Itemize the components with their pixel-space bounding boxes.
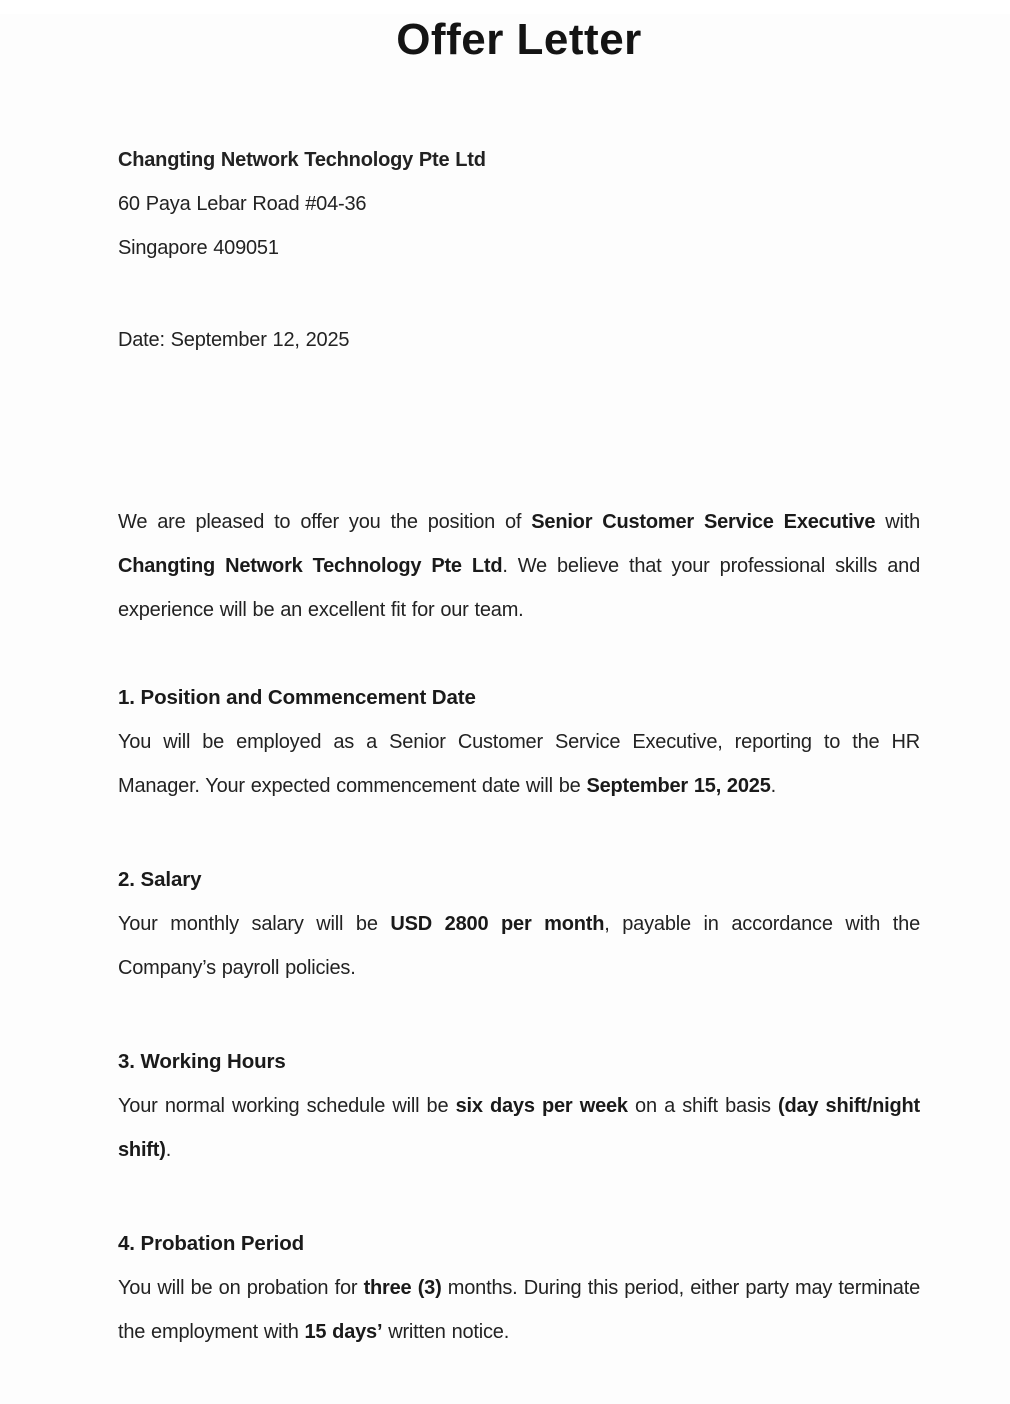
text-line bbox=[118, 500, 920, 544]
section-working-hours bbox=[118, 1040, 920, 1172]
text: experience will be an excellent fit for our team. bbox=[118, 599, 524, 621]
offer-letter-page bbox=[0, 14, 1010, 1404]
section-probation-period bbox=[118, 1222, 920, 1354]
text: . We believe that your professional skills and bbox=[502, 555, 921, 577]
text: Your monthly salary will be bbox=[118, 913, 391, 935]
text: , payable in accordance with the bbox=[604, 913, 920, 935]
text: You will be employed as a Senior Customer Service Executive, reporting to the HR bbox=[118, 731, 920, 753]
text-line bbox=[118, 946, 920, 990]
bold-text: 15 days’ bbox=[304, 1321, 383, 1343]
text-line bbox=[118, 1084, 920, 1128]
text: the employment with bbox=[118, 1321, 305, 1343]
text: on a shift basis bbox=[627, 1095, 779, 1117]
text: months. During this period, either party may terminate bbox=[441, 1277, 920, 1299]
text-line bbox=[118, 544, 920, 588]
section-body bbox=[118, 720, 920, 808]
text-line bbox=[118, 588, 920, 632]
text-line bbox=[118, 1128, 920, 1172]
section-heading: 2. Salary bbox=[118, 868, 202, 891]
company-block bbox=[118, 138, 920, 270]
bold-text: shift) bbox=[118, 1139, 166, 1161]
section-body bbox=[118, 1084, 920, 1172]
bold-text: three (3) bbox=[363, 1277, 442, 1299]
text: . bbox=[770, 775, 776, 797]
text: You will be on probation for bbox=[118, 1277, 364, 1299]
bold-text: September 15, 2025 bbox=[586, 775, 771, 797]
bold-text: Changting Network Technology Pte Ltd bbox=[118, 555, 503, 577]
text: written notice. bbox=[382, 1321, 510, 1343]
section-heading: 4. Probation Period bbox=[118, 1232, 305, 1255]
date-line: Date: September 12, 2025 bbox=[118, 329, 350, 351]
company-name: Changting Network Technology Pte Ltd bbox=[118, 149, 486, 171]
company-city: Singapore 409051 bbox=[118, 237, 279, 259]
text: Your normal working schedule will be bbox=[118, 1095, 456, 1117]
bold-text: six days per week bbox=[455, 1095, 628, 1117]
section-salary bbox=[118, 858, 920, 990]
text: . bbox=[165, 1139, 172, 1161]
bold-text: (day shift/night bbox=[778, 1095, 920, 1117]
bold-text: USD 2800 per month bbox=[390, 913, 605, 935]
text-line bbox=[118, 720, 920, 764]
text-line bbox=[118, 1310, 920, 1354]
text-line bbox=[118, 1266, 920, 1310]
text: Manager. Your expected commencement date will be bbox=[118, 775, 587, 797]
document-title: Offer Letter bbox=[396, 15, 642, 64]
section-heading: 1. Position and Commencement Date bbox=[118, 686, 476, 709]
bold-text: Senior Customer Service Executive bbox=[531, 511, 876, 533]
section-body bbox=[118, 1266, 920, 1354]
section-body bbox=[118, 902, 920, 990]
section-heading: 3. Working Hours bbox=[118, 1050, 286, 1073]
date-block bbox=[118, 318, 920, 362]
text: Company’s payroll policies. bbox=[118, 957, 356, 979]
company-address: 60 Paya Lebar Road #04-36 bbox=[118, 193, 367, 215]
text: We are pleased to offer you the position of bbox=[118, 511, 532, 533]
intro-paragraph bbox=[118, 500, 920, 632]
section-position-commencement bbox=[118, 676, 920, 808]
text-line bbox=[118, 764, 920, 808]
text-line bbox=[118, 902, 920, 946]
text: with bbox=[875, 511, 921, 533]
